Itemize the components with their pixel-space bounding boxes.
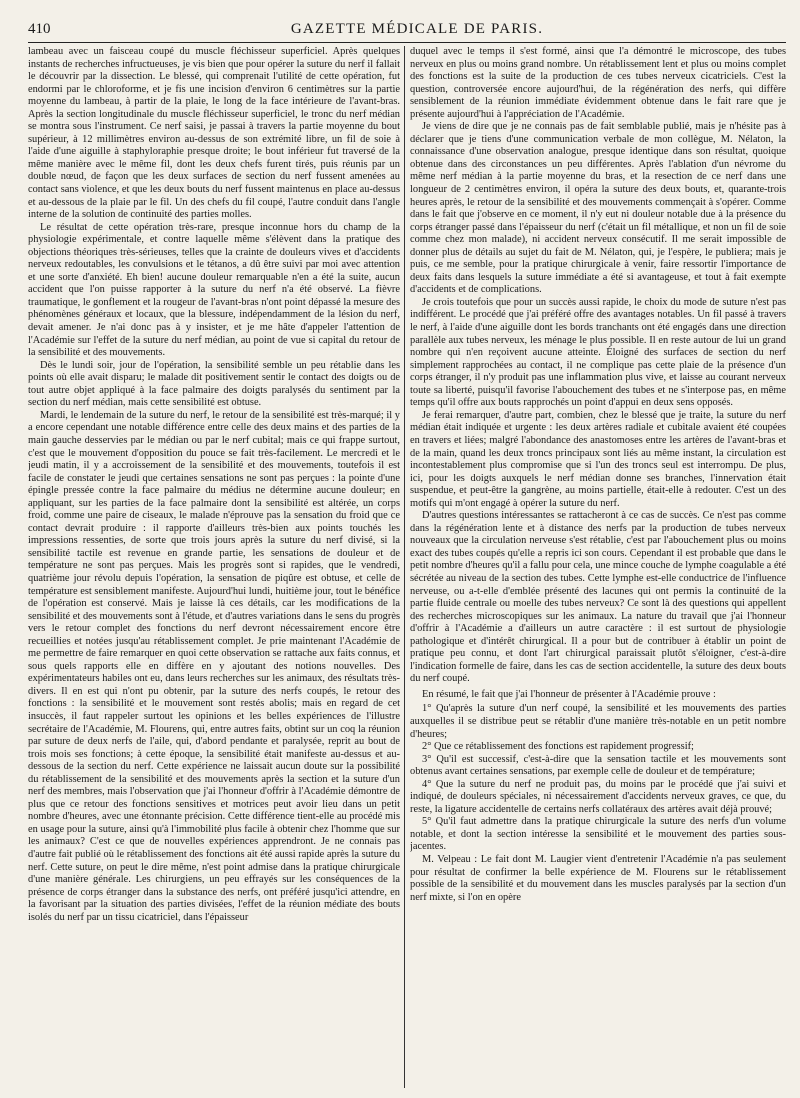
summary-item: 2° Que ce rétablissement des fonctions est rapidement progressif; — [422, 741, 694, 753]
paragraph: Je ferai remarquer, d'autre part, combien, chez le blessé que je traite, la suture du nerf médian était indiquée et urgente : les deux artères radiale et cubitale avaient été coupées en travers et liées; malgré l'abondance des anastomoses entre les artères de l'avant-bras et de la main, quand les deux troncs principaux sont liés au même instant, la circulation est incontestablement plus compromise que si l'un des troncs seul est interrompu. De plus, ici, pour les doigts auxquels le nerf médian donne ses branches, l'innervation était suspendue, et peut-être la gangrène, au moins partielle, était-elle à redouter. C'est un des motifs qui m'ont engagé à opérer la suture du nerf. — [410, 409, 786, 509]
paragraph: Mardi, le lendemain de la suture du nerf, le retour de la sensibilité est très-marqué; il y a encore cependant une notable différence entre celle des deux mains et des parties de la main gauche desservies par le médian ou par le nerf cubital; mais ce qui frappe surtout, c'est que le mouvement d'opposition du pouce se fait très-facilement. Le mercredi et le jeudi matin, il y a accroissement de la sensibilité et des mouvements, toutefois il est facile de constater le jeudi que certaines sensations ne sont pas perçues : la pointe d'une épingle pressée contre la face palmaire du médius ne détermine aucune douleur; en appliquant, sur les parties de la face palmaire dont la sensibilité est altérée, un corps froid, comme une paire de ciseaux, le malade n'éprouve pas la sensation du froid que ce contact devrait produire : il rapporte d'ailleurs très-bien aux points touchés les impressions ressenties, de sorte que trois jours après la suture du nerf divisé, si la sensibilité tactile est revenue en grande partie, les sensations de douleur et de température ne sont pas perçues. Mais les progrès sont si rapides, que le vendredi, quatrième jour révolu depuis l'opération, la sensation de piqûre est obtuse, et celle de température est sensiblement manifeste. Aujourd'hui lundi, huitième jour, tout le bénéfice de l'opération est conservé. Mais je laisse là ces détails, car les modifications de la sensibilité et des mouvements sont à l'étude, et d'autres variations dans le sens du progrès vers le retour complet des fonctions du nerf devront nécessairement encore être recueillies et notées jusqu'au rétablissement complet. Je prie maintenant l'Académie de me permettre de faire remarquer en quoi cette observation se rattache aux faits connus, et sous quels rapports elle en diffère en y ajoutant des notions nouvelles. Des expérimentateurs habiles ont eu, dans leurs recherches sur les animaux, des résultats très-divers. Il en est qui n'ont pu obtenir, par la suture des nerfs coupés, le retour des fonctions : la sensibilité et le mouvement sont restés abolis; mais en regard de cet insuccès, il faut rappeler surtout les opinions et les belles expériences de l'illustre secrétaire de l'Académie, M. Flourens, qui, entre autres faits, obtint sur un coq la réunion par suture de deux nerfs de l'aile, qui, d'abord pendante et paralysée, reprit au bout de trois mois ses fonctions; à cette époque, la sensibilité était manifeste au-dessus et au-dessous de la section du nerf. Cette expérience ne laissait aucun doute sur la possibilité du rétablissement de la sensibilité et des mouvements après la section et la suture d'un nerf des membres, mais l'observation que j'ai l'honneur d'offrir à l'Académie démontre de plus que ce retour des fonctions sensitives et motrices peut avoir lieu dans un petit nombre d'heures, avec une étonnante précision. Cette différence tient-elle au procédé mis en usage pour la suture, ainsi qu'à l'immobilité plus facile à obtenir chez l'homme que sur les animaux? C'est ce que de nouvelles expériences apprendront. Je ne connais pas d'autre fait publié où le rétablissement des fonctions ait été aussi rapide après la suture du nerf. Cette suture, on peut le dire même, n'est point admise dans la pratique chirurgicale d'une manière générale. Les chirurgiens, un peu effrayés sur les conséquences de la présence de corps étranger dans la substance des nerfs, ont préféré jusqu'ici attendre, en la favorisant par la situation des parties divisées, l'effet de la réunion médiate des bouts isolés du nerf par un tissu cicatriciel, dans l'épaisseur — [28, 409, 400, 923]
paragraph: lambeau avec un faisceau coupé du muscle fléchisseur superficiel. Après quelques instants de recherches infructueuses, je vis bien que pour opérer la suture du nerf il fallait le découvrir par la dissection. Le blessé, qui comprenait l'utilité de cette opération, fut endormi par le chloroforme, et je fis une incision d'environ 6 centimètres sur la partie moyenne du lambeau, à partir de la plaie, le long de la face intérieure de l'avant-bras. Après la section longitudinale du muscle fléchisseur superficiel, le tronc du nerf médian se montra sous l'instrument. Ce nerf saisi, je passai à travers la partie moyenne du bout supérieur, à 12 millimètres environ au-dessus de son extrémité libre, un fil de soie à l'aide d'une aiguille à staphyloraphie presque droite; le bout inférieur fut traversé de la même manière avec le même fil, dont les deux chefs furent tirés, puis réunis par un double nœud, de façon que les deux surfaces de section du nerf fussent amenées au contact sans violence, et que les deux bouts du nerf fussent maintenus en place au-dessus et au-dessous de la plaie par le fil. Un des chefs du fil coupé, l'autre conduit dans l'angle interne de la solution de continuité des parties molles. — [28, 46, 400, 221]
journal-title: GAZETTE MÉDICALE DE PARIS. — [290, 20, 544, 37]
summary-item: 1° Qu'après la suture d'un nerf coupé, la sensibilité et les mouvements des parties auxquelles il se distribue peut se rétablir d'une manière très-notable en un petit nombre d'heures; — [410, 703, 786, 740]
paragraph: Je viens de dire que je ne connais pas de fait semblable publié, mais je n'hésite pas à déclarer que je tiens d'une communication verbale de mon collègue, M. Nélaton, la connaissance d'une observation analogue, presque identique dans son résultat, quoique obtenue dans des circonstances un peu différentes. Après l'ablation d'un névrome du même nerf médian à la partie moyenne du bras, et la resection de ce nerf dans une longueur de 2 centimètres environ, il opéra la suture des deux bouts, et, quarante-trois heures après, le retour de la sensibilité et des mouvements commençait à s'opérer. Comme dans le fait que j'observe en ce moment, il n'y eut ni douleur notable due à la présence du corps étranger passé dans l'épaisseur du nerf (c'était un fil métallique, et non un fil de soie comme chez mon malade), ni accident nerveux consécutif. Il me serait impossible de donner plus de détails au sujet du fait de M. Nélaton, qui, je l'espère, le publiera; mais je puis, ce me semble, pour la pratique chirurgicale à venir, faire ressortir l'importance de deux faits dans lesquels la suture immédiate a été si avantageuse, et tout à fait exempte d'accidents et de complications. — [410, 121, 786, 296]
paragraph: Je crois toutefois que pour un succès aussi rapide, le choix du mode de suture n'est pas indifférent. Le procédé que j'ai préféré offre des avantages notables. Un fil passé à travers le nerf, à l'aide d'une aiguille dont les bords tranchants ont été engagés dans une direction parallèle aux tubes nerveux, les ménage le plus possible. Il en reste autour de lui un grand nombre qui n'en reçoivent aucune atteinte. Éloigné des surfaces de section du nerf simplement rapprochées au contact, il ne complique pas cette plaie de la présence d'un corps étranger, il n'y produit pas une inflammation plus vive, et laisse au courant nerveux toute sa liberté, puisqu'il favorise l'abouchement des tubes et ne s'interpose pas, en même temps qu'il offre aux bouts rapprochés un point d'appui en deux sens opposés. — [410, 296, 786, 409]
summary-item: 4° Que la suture du nerf ne produit pas, du moins par le procédé que j'ai suivi et indiqué, de douleurs spéciales, ni nécessairement d'accidents nerveux graves, ce que, du reste, la ligature accidentelle de certains nerfs collatéraux des artères avait déjà prouvé; — [410, 778, 786, 815]
page-number: 410 — [28, 20, 51, 37]
article-columns — [28, 46, 786, 1088]
paragraph: duquel avec le temps il s'est formé, ainsi que l'a démontré le microscope, des tubes nerveux en plus ou moins grand nombre. Un rétablissement lent et plus ou moins complet des fonctions est la suite de la production de ces tubes nerveux cicatriciels. C'est la question, controversée encore aujourd'hui, de la régénération des nerfs, qui diffère sensiblement de la réunion immédiate évidemment obtenue dans le fait rare que je présente aujourd'hui à l'appréciation de l'Académie. — [410, 46, 786, 120]
header-rule — [28, 42, 786, 43]
paragraph: M. Velpeau : Le fait dont M. Laugier vient d'entretenir l'Académie n'a pas seulement pour résultat de confirmer la belle expérience de M. Flourens sur le rétablissement possible de la sensibilité et du mouvement dans les muscles paralysés par la section d'un nerf mixte, si l'on en opère — [410, 854, 786, 903]
paragraph: D'autres questions intéressantes se rattacheront à ce cas de succès. Ce n'est pas comme dans la régénération lente et à distance des nerfs par la production de tubes nerveux nouveaux que la circulation nerveuse s'est rétablie, c'est par l'abouchement plus ou moins exact des tubes coupés qu'elle a repris ici son cours. Cependant il est probable que dans le petit nombre d'heures qu'il a fallu pour cela, une mince couche de lymphe coagulable a été sécrétée au niveau de la section des tubes. Cette lymphe est-elle conductrice de l'influence nerveuse, ou a-t-elle d'emblée présenté des lacunes qui ont permis la continuité de la partie fluide centrale ou moelle des tubes nerveux? Ce sont là des questions qui appellent des recherches microscopiques sur les animaux. La nature du travail que j'ai l'honneur d'offrir à l'Académie a d'ailleurs un autre caractère : il est surtout de physiologie pathologique et d'intérêt chirurgical. Il a pour but de contribuer à établir un point de pratique peu connu, et dont l'art chirurgical paraissait plutôt s'éloigner, c'est-à-dire l'indication formelle de faire, dans les cas de section accidentelle, la suture des deux bouts du nerf coupé. — [410, 510, 786, 685]
summary-item: 3° Qu'il est successif, c'est-à-dire que la sensation tactile et les mouvements sont obtenus avant certaines sensations, par exemple celle de douleur et de température; — [410, 753, 786, 778]
right-column — [410, 46, 786, 1088]
summary-intro: En résumé, le fait que j'ai l'honneur de présenter à l'Académie prouve : — [422, 688, 716, 700]
left-column — [28, 46, 400, 1088]
paragraph: Dès le lundi soir, jour de l'opération, la sensibilité semble un peu rétablie dans les points où elle avait disparu; le malade dit positivement sentir le contact des doigts ou de tout autre objet appliqué à la face palmaire des doigts paralysés du sentiment par la section du nerf médian, mais cette sensibilité est obtuse. — [28, 359, 400, 409]
column-divider — [404, 46, 405, 1088]
paragraph: Le résultat de cette opération très-rare, presque inconnue hors du champ de la physiologie expérimentale, et contre laquelle même s'élèvent dans la pratique des objections théoriques très-sérieuses, telles que la crainte de douleurs vives et d'accidents nerveux redoutables, les convulsions et le tétanos, a dû être suivi par moi avec attention et une sorte d'anxiété. Eh bien! aucune douleur remarquable n'en a été la suite, aucun accident que l'on puisse rapporter à la suture du nerf n'a été observé. La fièvre traumatique, le gonflement et la rougeur de l'avant-bras n'ont point dépassé la mesure des phénomènes généraux et locaux, que la blessure, indépendamment de la lésion du nerf, devait amener. Je n'ai donc pas à y insister, et je me hâte d'appeler l'attention de l'Académie sur l'effet de la suture du nerf médian, au point de vue si capital du retour de la sensibilité et des mouvements. — [28, 221, 400, 359]
page-header — [28, 18, 786, 40]
summary-item: 5° Qu'il faut admettre dans la pratique chirurgicale la suture des nerfs d'un volume notable, et dont la section intéresse la sensibilité et le mouvement des parties sous-jacentes. — [410, 816, 786, 853]
